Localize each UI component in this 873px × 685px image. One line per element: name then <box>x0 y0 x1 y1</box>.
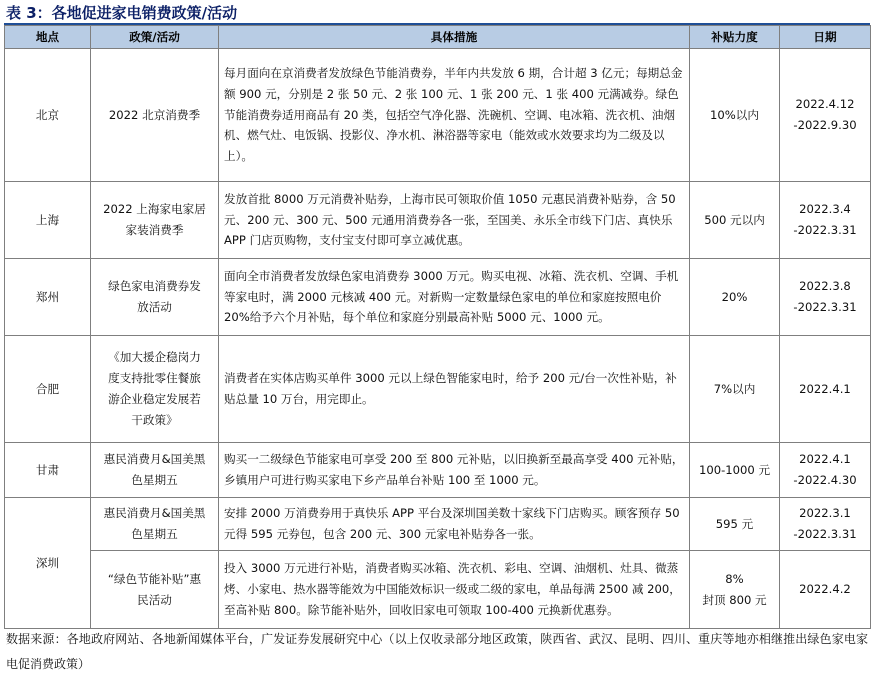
subsidy-cell: 500 元以内 <box>690 182 780 259</box>
measures-cell: 购买一二级绿色节能家电可享受 200 至 800 元补贴，以旧换新至最高享受 400 元补贴，乡镇用户可进行购买家电下乡产品单台补贴 100 至 1000 元。 <box>219 443 690 498</box>
subsidy-cell: 100-1000 元 <box>690 443 780 498</box>
region-cell: 郑州 <box>5 259 91 336</box>
policy-cell: 2022 北京消费季 <box>91 49 219 182</box>
subsidy-cell: 7%以内 <box>690 336 780 443</box>
policy-cell: 绿色家电消费券发放活动 <box>91 259 219 336</box>
region-cell: 上海 <box>5 182 91 259</box>
table-row <box>5 259 871 336</box>
policy-cell: 2022 上海家电家居家装消费季 <box>91 182 219 259</box>
date-cell: 2022.3.1 -2022.3.31 <box>780 498 871 551</box>
date-cell: 2022.4.1 <box>780 336 871 443</box>
measures-cell: 消费者在实体店购买单件 3000 元以上绿色智能家电时，给予 200 元/台一次性补贴，补贴总量 10 万台，用完即止。 <box>219 336 690 443</box>
table-row <box>5 443 871 498</box>
measures-cell: 发放首批 8000 万元消费补贴券，上海市民可领取价值 1050 元惠民消费补贴券，含 50 元、200 元、300 元、500 元通用消费券各一张，至国美、永乐全市线下门店、真快乐 APP 门店页购物，支付宝支付即可享立减优惠。 <box>219 182 690 259</box>
region-cell: 合肥 <box>5 336 91 443</box>
header-subsidy: 补贴力度 <box>690 26 780 49</box>
table-row <box>5 182 871 259</box>
measures-cell: 面向全市消费者发放绿色家电消费券 3000 万元。购买电视、冰箱、洗衣机、空调、手机等家电时，满 2000 元核减 400 元。对新购一定数量绿色家电的单位和家庭按照电价 20%给予六个月补贴，每个单位和家庭分别最高补贴 5000 元、1000 元。 <box>219 259 690 336</box>
table-row <box>5 498 871 551</box>
table-row <box>5 336 871 443</box>
header-policy: 政策/活动 <box>91 26 219 49</box>
date-cell: 2022.4.2 <box>780 551 871 629</box>
policy-cell: 惠民消费月&国美黑色星期五 <box>91 443 219 498</box>
table-row <box>5 551 871 629</box>
region-cell: 深圳 <box>5 498 91 629</box>
date-cell: 2022.3.4 -2022.3.31 <box>780 182 871 259</box>
policy-cell: 《加大援企稳岗力度支持批零住餐旅游企业稳定发展若干政策》 <box>91 336 219 443</box>
measures-cell: 投入 3000 万元进行补贴，消费者购买冰箱、洗衣机、彩电、空调、油烟机、灶具、微蒸烤、小家电、热水器等能效为中国能效标识一级或二级的家电，单品每满 2500 减 200，至高补贴 800。除节能补贴外，回收旧家电可领取 100-400 元换新优惠券。 <box>219 551 690 629</box>
date-cell: 2022.4.1 -2022.4.30 <box>780 443 871 498</box>
policy-cell: “绿色节能补贴”惠民活动 <box>91 551 219 629</box>
subsidy-cell: 8% 封顶 800 元 <box>690 551 780 629</box>
header-date: 日期 <box>780 26 871 49</box>
subsidy-cell: 595 元 <box>690 498 780 551</box>
header-measures: 具体措施 <box>219 26 690 49</box>
table-title: 表 3：各地促进家电销费政策/活动 <box>6 4 238 22</box>
region-cell: 甘肃 <box>5 443 91 498</box>
date-cell: 2022.3.8 -2022.3.31 <box>780 259 871 336</box>
source-note: 数据来源：各地政府网站、各地新闻媒体平台，广发证券发展研究中心（以上仅收录部分地区政策，陕西省、武汉、昆明、四川、重庆等地亦相继推出绿色家电家电促消费政策） <box>6 632 868 671</box>
subsidy-cell: 20% <box>690 259 780 336</box>
policy-cell: 惠民消费月&国美黑色星期五 <box>91 498 219 551</box>
policy-table <box>4 25 871 629</box>
measures-cell: 每月面向在京消费者发放绿色节能消费券，半年内共发放 6 期，合计超 3 亿元；每期总金额 900 元，分别是 2 张 50 元、2 张 100 元、1 张 200 元、1 张 400 元满减券。绿色节能消费券适用商品有 20 类，包括空气净化器、洗碗机、空调、电冰箱、洗衣机、油烟机、燃气灶、电饭锅、投影仪、净水机、淋浴器等家电（能效或水效要求均为二级及以上）。 <box>219 49 690 182</box>
table-header-row <box>5 26 871 49</box>
subsidy-cell: 10%以内 <box>690 49 780 182</box>
table-row <box>5 49 871 182</box>
region-cell: 北京 <box>5 49 91 182</box>
date-cell: 2022.4.12 -2022.9.30 <box>780 49 871 182</box>
measures-cell: 安排 2000 万消费券用于真快乐 APP 平台及深圳国美数十家线下门店购买。顾客预存 50 元得 595 元券包，包含 200 元、300 元家电补贴券各一张。 <box>219 498 690 551</box>
header-region: 地点 <box>5 26 91 49</box>
